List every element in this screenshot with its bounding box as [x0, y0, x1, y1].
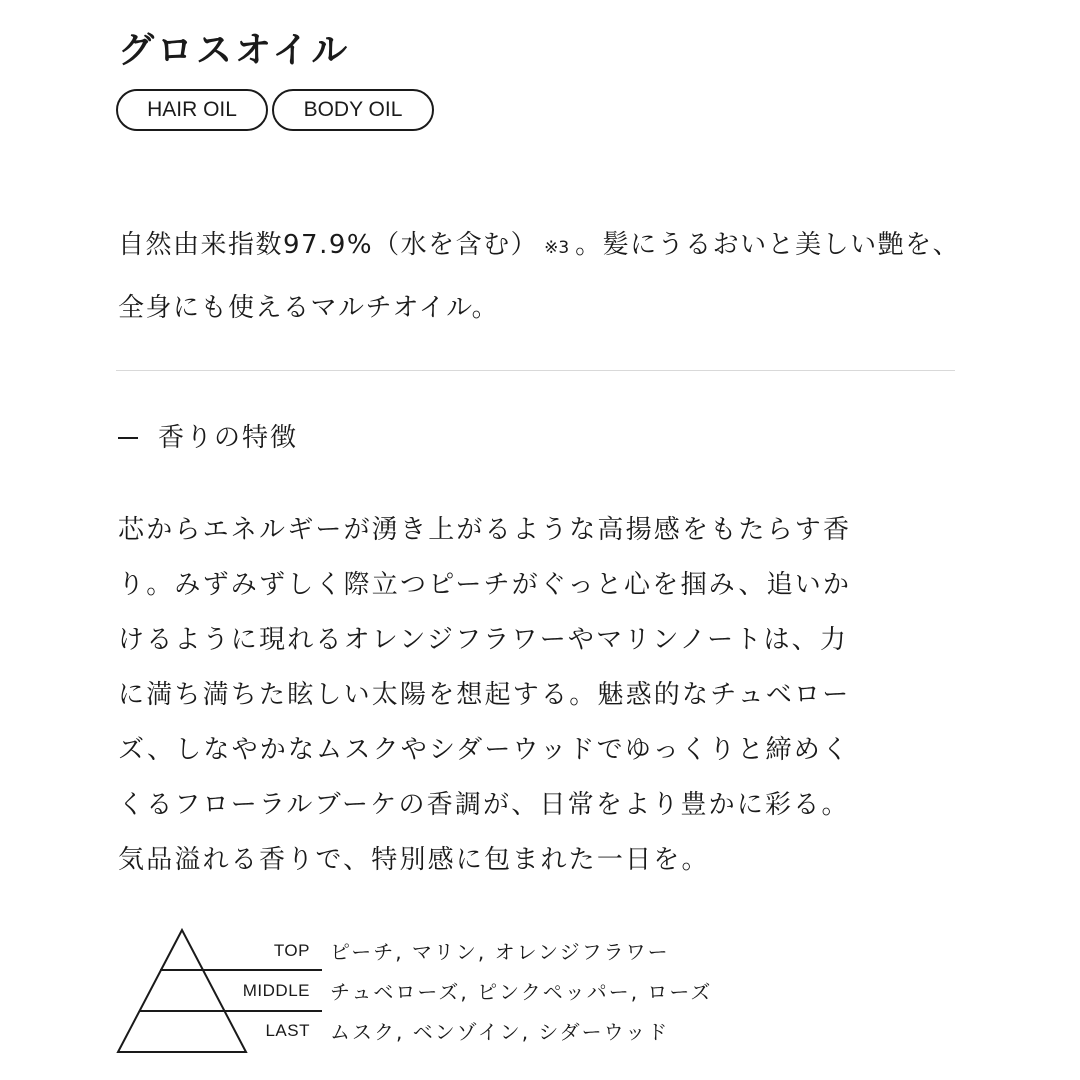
product-tags [116, 89, 434, 131]
fragrance-heading [118, 414, 298, 462]
note-items: ピーチ, マリン, オレンジフラワー [330, 940, 670, 964]
description-text-2: 。髪にうるおいと美しい艶を、全身にも使えるマルチオイル。 [118, 230, 961, 323]
fragrance-line: けるように現れるオレンジフラワーやマリンノートは、力 [118, 625, 849, 655]
product-description [118, 215, 968, 338]
note-level-label: MIDDLE [242, 980, 310, 1000]
footnote-mark: ※3 [544, 238, 570, 258]
note-level-label: TOP [273, 940, 310, 960]
fragrance-line: 気品溢れる香りで、特別感に包まれた一日を。 [118, 845, 710, 875]
tag-hair-oil[interactable]: HAIR OIL [116, 89, 268, 131]
fragrance-line: 芯からエネルギーが湧き上がるような高揚感をもたらす香 [118, 515, 852, 545]
fragrance-line: り。みずみずしく際立つピーチがぐっと心を掴み、追いか [118, 570, 852, 600]
fragrance-line: くるフローラルブーケの香調が、日常をより豊かに彩る。 [118, 790, 850, 820]
description-text-1: 自然由来指数97.9%（水を含む） [118, 230, 539, 260]
fragrance-heading-label: 香りの特徴 [158, 423, 299, 453]
note-row-top [232, 936, 670, 965]
note-row-last [232, 1016, 669, 1045]
dash-icon [118, 437, 138, 439]
note-items: ムスク, ベンゾイン, シダーウッド [330, 1020, 670, 1044]
section-divider [116, 370, 955, 371]
fragrance-line: ズ、しなやかなムスクやシダーウッドでゆっくりと締めく [118, 735, 851, 765]
product-title: グロスオイル [118, 30, 351, 71]
note-level-label: LAST [265, 1020, 310, 1040]
fragrance-line: に満ち満ちた眩しい太陽を想起する。魅惑的なチュベロー [118, 680, 851, 710]
fragrance-description [118, 503, 978, 888]
note-items: チュベローズ, ピンクペッパー, ローズ [330, 980, 713, 1004]
tag-body-oil[interactable]: BODY OIL [272, 89, 434, 131]
note-row-middle [232, 976, 712, 1005]
